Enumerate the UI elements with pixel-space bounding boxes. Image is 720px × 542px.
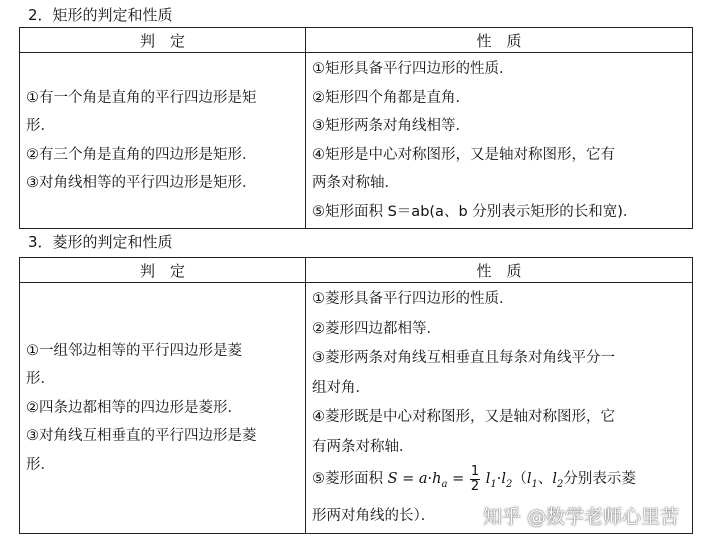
table-row	[20, 283, 693, 534]
l2-text: l	[501, 471, 507, 487]
list-item: ②矩形四个角都是直角．	[312, 89, 470, 106]
list-item: ②有三个角是直角的四边形是矩形．	[26, 146, 257, 163]
list-item: ③对角线互相垂直的平行四边形是菱	[26, 428, 257, 445]
formula-subscript: a	[441, 478, 448, 490]
header-judgment: 判 定	[20, 258, 306, 283]
note-l2	[552, 471, 564, 490]
judgment-cell	[20, 283, 306, 534]
list-item: ③对角线相等的平行四边形是矩形．	[26, 175, 257, 191]
formula-lhs-text: S = a·h	[387, 471, 442, 487]
note-tail: 分别表示菱	[563, 471, 636, 487]
list-item: ③矩形两条对角线相等．	[312, 118, 470, 134]
table-header-row	[20, 28, 693, 53]
l1-sub: 1	[490, 478, 497, 490]
header-property: 性 质	[306, 28, 693, 53]
section-title-rhombus: 3．菱形的判定和性质	[28, 233, 173, 251]
note-l2-text: l	[552, 471, 558, 487]
area-prefix: ⑤菱形面积	[312, 471, 383, 487]
list-item: ①矩形具备平行四边形的性质．	[312, 61, 514, 77]
rhombus-table	[19, 257, 693, 534]
formula-l2	[501, 471, 513, 490]
note-l1-text: l	[526, 471, 532, 487]
note-l2-sub: 2	[557, 478, 564, 490]
formula-equals: =	[452, 471, 465, 487]
rectangle-table	[19, 27, 693, 229]
list-item: ⑤矩形面积 S＝ab(a、b 分别表示矩形的长和宽)．	[312, 203, 638, 220]
list-item: ②菱形四边都相等．	[312, 320, 441, 337]
l1-text: l	[485, 471, 491, 487]
list-item: ①有一个角是直角的平行四边形是矩	[26, 89, 257, 106]
table-header-row	[20, 258, 693, 283]
property-cell	[306, 53, 693, 229]
header-judgment: 判 定	[20, 28, 306, 53]
note-l1	[526, 471, 538, 490]
list-item: ①菱形具备平行四边形的性质．	[312, 291, 514, 307]
note-l1-sub: 1	[531, 478, 538, 490]
list-item: ③菱形两条对角线互相垂直且每条对角线平分一	[312, 350, 615, 366]
fraction-denominator: 2	[470, 478, 480, 494]
list-item: 组对角．	[312, 379, 370, 396]
l2-sub: 2	[506, 478, 513, 490]
formula-l1	[485, 471, 497, 490]
property-cell	[306, 283, 693, 534]
list-item: 形两对角线的长）．	[312, 507, 436, 524]
list-item: 形．	[26, 118, 55, 134]
judgment-cell	[20, 53, 306, 229]
table-row	[20, 53, 693, 229]
list-item: 有两条对称轴．	[312, 438, 414, 455]
list-item: ①一组邻边相等的平行四边形是菱	[26, 342, 242, 359]
list-item: ④菱形既是中心对称图形，又是轴对称图形，它	[312, 409, 615, 425]
section-title-rectangle: 2．矩形的判定和性质	[28, 6, 173, 24]
list-item: 形．	[26, 456, 55, 473]
list-item: ④矩形是中心对称图形，又是轴对称图形，它有	[312, 146, 615, 163]
watermark: 知乎 @数学老师心里苦	[483, 506, 680, 528]
fraction-numerator: 1	[470, 463, 480, 479]
note-separator: 、	[537, 471, 553, 487]
paren-open: （	[512, 471, 527, 487]
list-item: 形．	[26, 371, 55, 388]
fraction	[470, 465, 480, 494]
rhombus-area-formula	[312, 462, 688, 502]
formula-dot: ·	[496, 471, 502, 487]
formula-lhs	[387, 471, 448, 490]
header-property: 性 质	[306, 258, 693, 283]
list-item: 两条对称轴．	[312, 175, 399, 191]
list-item: ②四条边都相等的四边形是菱形．	[26, 399, 242, 416]
